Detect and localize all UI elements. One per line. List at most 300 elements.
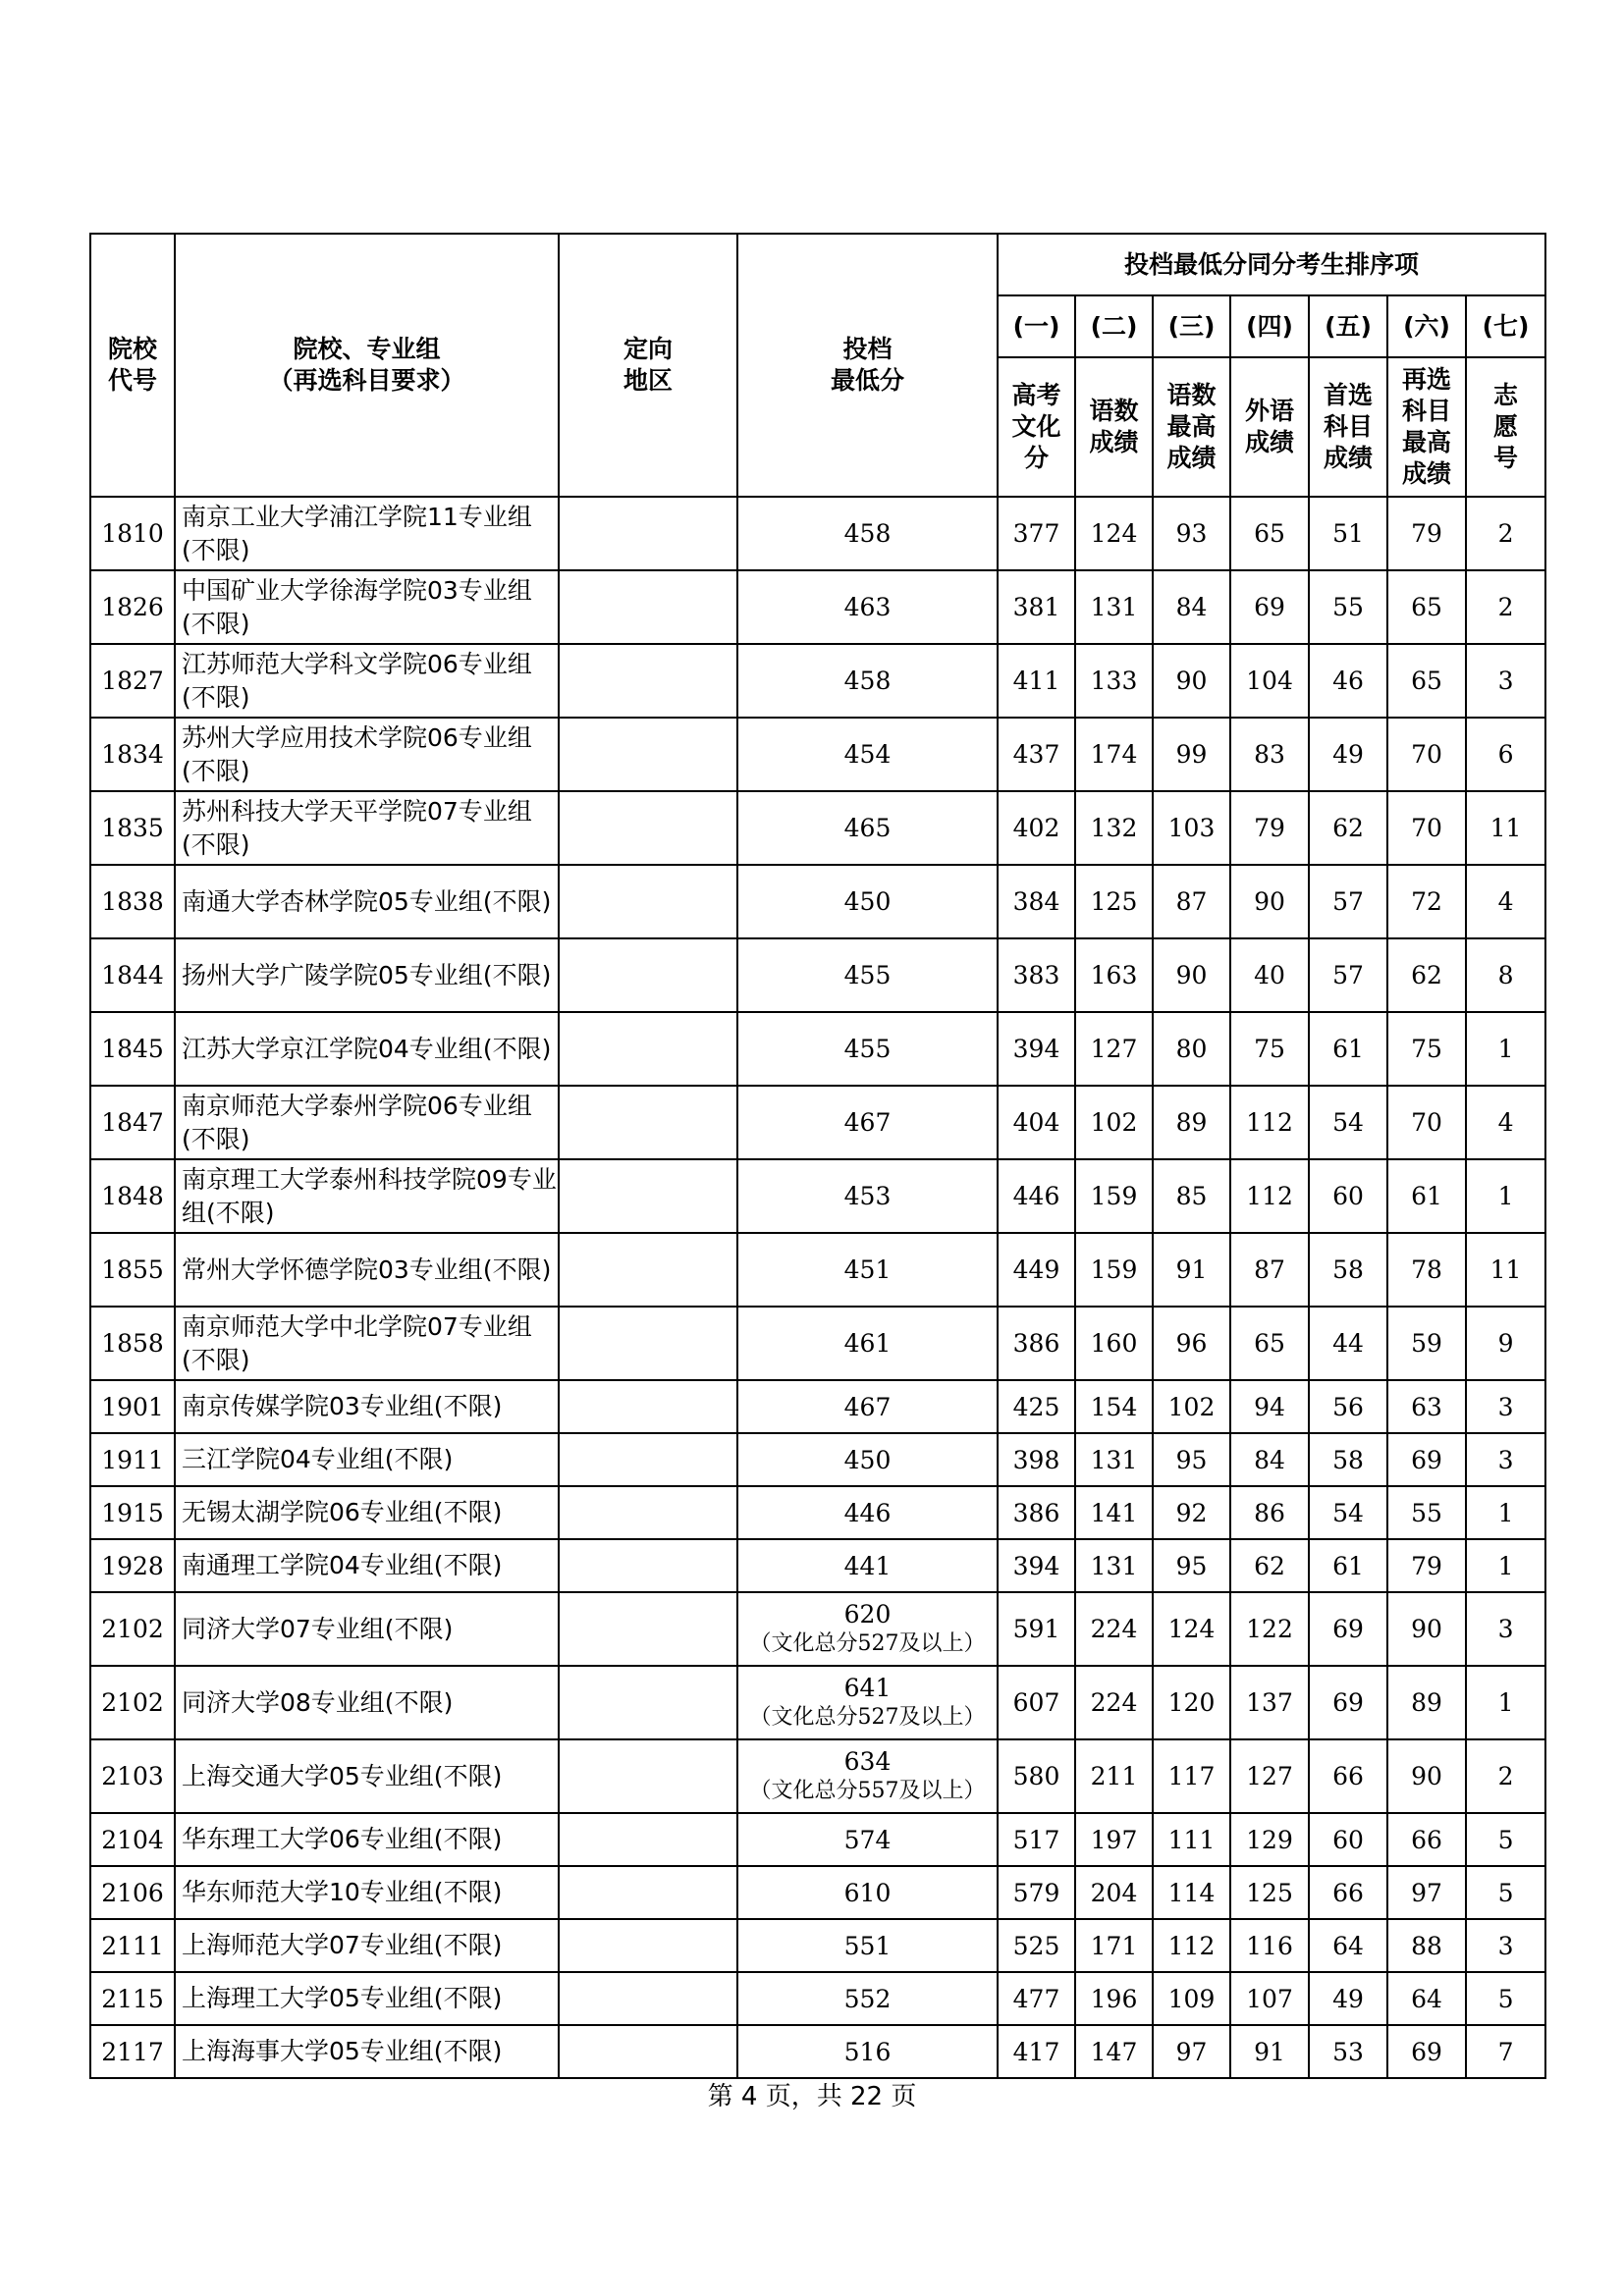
header-code-line1: 院校 [107,335,157,363]
school-code-cell: 1845 [90,1012,175,1086]
school-code-cell: 1928 [90,1539,175,1592]
min-score-value: 551 [843,1931,892,1960]
table-row [90,791,1545,865]
tiebreak-value-4: 83 [1230,718,1309,791]
school-code-cell: 1855 [90,1233,175,1307]
tiebreak-value-3: 112 [1153,1919,1230,1972]
table-row [90,865,1545,938]
tiebreak-value-2: 132 [1075,791,1153,865]
table-row [90,1666,1545,1739]
region-cell [559,1866,737,1919]
tiebreak-value-6: 89 [1387,1666,1466,1739]
header-sub-7 [1466,357,1545,497]
tiebreak-value-6: 79 [1387,497,1466,570]
school-code-cell: 2102 [90,1666,175,1739]
header-sub-1-line: 分 [1023,444,1049,472]
tiebreak-value-4: 137 [1230,1666,1309,1739]
min-score-value: 458 [843,519,892,548]
school-group-name-cell: 南通理工学院04专业组(不限) [175,1539,559,1592]
tiebreak-value-2: 159 [1075,1233,1153,1307]
school-group-name-cell: 中国矿业大学徐海学院03专业组(不限) [175,570,559,644]
tiebreak-value-3: 87 [1153,865,1230,938]
min-score-cell [737,1486,998,1539]
min-score-value: 455 [843,961,892,989]
region-cell [559,2025,737,2078]
tiebreak-value-4: 69 [1230,570,1309,644]
tiebreak-value-6: 97 [1387,1866,1466,1919]
tiebreak-value-3: 84 [1153,570,1230,644]
table-row [90,1866,1545,1919]
min-score-value: 455 [843,1035,892,1063]
tiebreak-value-6: 88 [1387,1919,1466,1972]
header-sub-4-line: 外语 [1244,397,1294,425]
table-row [90,1233,1545,1307]
min-score-cell [737,1666,998,1739]
tiebreak-value-3: 111 [1153,1813,1230,1866]
table-row [90,644,1545,718]
tiebreak-value-6: 79 [1387,1539,1466,1592]
min-score-value: 451 [843,1255,892,1284]
tiebreak-value-7: 11 [1466,1233,1545,1307]
tiebreak-value-1: 591 [998,1592,1075,1666]
tiebreak-value-7: 2 [1466,497,1545,570]
tiebreak-value-4: 107 [1230,1972,1309,2025]
tiebreak-value-4: 91 [1230,2025,1309,2078]
tiebreak-value-2: 224 [1075,1666,1153,1739]
tiebreak-value-4: 75 [1230,1012,1309,1086]
school-group-name-cell: 扬州大学广陵学院05专业组(不限) [175,938,559,1012]
tiebreak-value-1: 383 [998,938,1075,1012]
tiebreak-value-3: 103 [1153,791,1230,865]
school-group-name-cell: 三江学院04专业组(不限) [175,1433,559,1486]
tiebreak-value-2: 163 [1075,938,1153,1012]
tiebreak-value-4: 122 [1230,1592,1309,1666]
school-group-name-cell: 苏州科技大学天平学院07专业组(不限) [175,791,559,865]
min-score-cell [737,497,998,570]
header-name-line1: 院校、专业组 [293,335,441,363]
tiebreak-value-4: 127 [1230,1739,1309,1813]
min-score-value: 516 [843,2037,892,2066]
school-group-name-cell: 无锡太湖学院06专业组(不限) [175,1486,559,1539]
tiebreak-value-3: 114 [1153,1866,1230,1919]
region-cell [559,1919,737,1972]
tiebreak-value-1: 386 [998,1486,1075,1539]
tiebreak-value-2: 131 [1075,1433,1153,1486]
tiebreak-value-3: 92 [1153,1486,1230,1539]
region-cell [559,1233,737,1307]
tiebreak-value-5: 61 [1309,1539,1387,1592]
tiebreak-value-6: 70 [1387,1086,1466,1159]
tiebreak-value-2: 131 [1075,1539,1153,1592]
tiebreak-value-6: 59 [1387,1307,1466,1380]
tiebreak-value-7: 5 [1466,1866,1545,1919]
min-score-value: 634 [843,1746,892,1776]
region-cell [559,1539,737,1592]
admission-score-table [89,233,1546,2079]
tiebreak-value-4: 112 [1230,1086,1309,1159]
tiebreak-value-6: 69 [1387,1433,1466,1486]
school-code-cell: 2102 [90,1592,175,1666]
region-cell [559,718,737,791]
school-code-cell: 1834 [90,718,175,791]
header-sub-1-line: 高考 [1011,381,1061,409]
table-row [90,938,1545,1012]
header-sub-2 [1075,357,1153,497]
tiebreak-value-3: 93 [1153,497,1230,570]
tiebreak-value-2: 125 [1075,865,1153,938]
min-score-note: （文化总分527及以上） [749,1630,986,1656]
min-score-cell [737,1233,998,1307]
tiebreak-value-6: 69 [1387,2025,1466,2078]
tiebreak-value-7: 11 [1466,791,1545,865]
header-code [90,234,175,497]
table-row [90,1919,1545,1972]
tiebreak-value-5: 57 [1309,865,1387,938]
table-row [90,718,1545,791]
tiebreak-value-4: 79 [1230,791,1309,865]
tiebreak-value-5: 57 [1309,938,1387,1012]
header-sub-5-line: 成绩 [1323,444,1373,472]
table-header [90,234,1545,497]
school-group-name-cell: 南京理工大学泰州科技学院09专业组(不限) [175,1159,559,1233]
table-row [90,1380,1545,1433]
tiebreak-value-7: 3 [1466,1919,1545,1972]
tiebreak-value-7: 1 [1466,1539,1545,1592]
min-score-value: 461 [843,1329,892,1358]
min-score-value: 453 [843,1182,892,1210]
school-group-name-cell: 上海师范大学07专业组(不限) [175,1919,559,1972]
tiebreak-value-3: 80 [1153,1012,1230,1086]
tiebreak-value-2: 124 [1075,497,1153,570]
min-score-value: 552 [843,1984,892,2013]
tiebreak-value-5: 60 [1309,1813,1387,1866]
tiebreak-value-3: 85 [1153,1159,1230,1233]
table-row [90,1739,1545,1813]
min-score-cell [737,644,998,718]
school-group-name-cell: 南通大学杏林学院05专业组(不限) [175,865,559,938]
min-score-value: 450 [843,887,892,916]
tiebreak-value-3: 95 [1153,1433,1230,1486]
region-cell [559,938,737,1012]
tiebreak-value-2: 171 [1075,1919,1153,1972]
tiebreak-value-1: 417 [998,2025,1075,2078]
tiebreak-value-2: 174 [1075,718,1153,791]
region-cell [559,1486,737,1539]
school-code-cell: 2111 [90,1919,175,1972]
tiebreak-value-7: 2 [1466,570,1545,644]
tiebreak-value-1: 394 [998,1012,1075,1086]
header-sub-4-line: 成绩 [1244,428,1294,456]
min-score-cell [737,791,998,865]
school-code-cell: 1835 [90,791,175,865]
tiebreak-value-1: 384 [998,865,1075,938]
tiebreak-value-6: 70 [1387,718,1466,791]
tiebreak-value-6: 64 [1387,1972,1466,2025]
tiebreak-value-3: 90 [1153,644,1230,718]
min-score-cell [737,718,998,791]
min-score-cell [737,865,998,938]
tiebreak-value-4: 40 [1230,938,1309,1012]
tiebreak-value-2: 141 [1075,1486,1153,1539]
tiebreak-value-4: 65 [1230,1307,1309,1380]
tiebreak-value-6: 55 [1387,1486,1466,1539]
tiebreak-value-5: 64 [1309,1919,1387,1972]
tiebreak-value-7: 1 [1466,1486,1545,1539]
header-sub-7-line: 愿 [1493,412,1519,441]
tiebreak-value-3: 90 [1153,938,1230,1012]
region-cell [559,1433,737,1486]
min-score-cell [737,1866,998,1919]
header-sub-7-line: 号 [1493,444,1519,472]
tiebreak-value-5: 44 [1309,1307,1387,1380]
tiebreak-value-3: 120 [1153,1666,1230,1739]
header-sub-5 [1309,357,1387,497]
tiebreak-value-4: 94 [1230,1380,1309,1433]
school-code-cell: 1844 [90,938,175,1012]
min-score-value: 454 [843,740,892,769]
table-row [90,1592,1545,1666]
tiebreak-value-1: 404 [998,1086,1075,1159]
tiebreak-value-6: 90 [1387,1592,1466,1666]
header-sub-2-line: 成绩 [1089,428,1139,456]
table-row [90,1012,1545,1086]
school-code-cell: 1911 [90,1433,175,1486]
school-code-cell: 2104 [90,1813,175,1866]
header-sub-4 [1230,357,1309,497]
header-sub-6-line: 成绩 [1401,459,1451,488]
header-sub-6-line: 再选 [1401,365,1451,394]
tiebreak-value-1: 377 [998,497,1075,570]
table-row [90,1972,1545,2025]
school-group-name-cell: 华东师范大学10专业组(不限) [175,1866,559,1919]
tiebreak-value-4: 104 [1230,644,1309,718]
table-row [90,1813,1545,1866]
page-footer: 第 4 页，共 22 页 [707,2082,917,2111]
header-sub-3-line: 最高 [1166,412,1217,441]
tiebreak-value-1: 446 [998,1159,1075,1233]
min-score-value: 620 [843,1599,892,1629]
header-name-line2: （再选科目要求） [268,366,465,395]
region-cell [559,1380,737,1433]
table-row [90,1486,1545,1539]
tiebreak-value-1: 517 [998,1813,1075,1866]
region-cell [559,1012,737,1086]
tiebreak-value-1: 398 [998,1433,1075,1486]
school-group-name-cell: 上海交通大学05专业组(不限) [175,1739,559,1813]
tiebreak-value-1: 411 [998,644,1075,718]
school-group-name-cell: 南京工业大学浦江学院11专业组(不限) [175,497,559,570]
header-tiebreak-group: 投档最低分同分考生排序项 [998,234,1545,295]
header-sub-1 [998,357,1075,497]
school-code-cell: 2115 [90,1972,175,2025]
tiebreak-value-5: 58 [1309,1433,1387,1486]
tiebreak-value-7: 9 [1466,1307,1545,1380]
tiebreak-value-7: 1 [1466,1666,1545,1739]
tiebreak-value-2: 211 [1075,1739,1153,1813]
school-code-cell: 1858 [90,1307,175,1380]
tiebreak-value-7: 8 [1466,938,1545,1012]
tiebreak-value-2: 196 [1075,1972,1153,2025]
min-score-cell [737,1739,998,1813]
header-sub-6-line: 最高 [1401,428,1451,456]
tiebreak-value-4: 65 [1230,497,1309,570]
header-order-7: (七) [1466,295,1545,357]
school-code-cell: 2117 [90,2025,175,2078]
tiebreak-value-1: 607 [998,1666,1075,1739]
region-cell [559,791,737,865]
table-row [90,1159,1545,1233]
min-score-value: 450 [843,1445,892,1474]
school-code-cell: 1848 [90,1159,175,1233]
min-score-cell [737,1433,998,1486]
header-order-5: (五) [1309,295,1387,357]
tiebreak-value-2: 224 [1075,1592,1153,1666]
school-code-cell: 1901 [90,1380,175,1433]
tiebreak-value-3: 124 [1153,1592,1230,1666]
region-cell [559,1592,737,1666]
min-score-value: 458 [843,667,892,695]
min-score-cell [737,1012,998,1086]
min-score-cell [737,1919,998,1972]
school-group-name-cell: 苏州大学应用技术学院06专业组(不限) [175,718,559,791]
tiebreak-value-5: 46 [1309,644,1387,718]
min-score-cell [737,1813,998,1866]
header-sub-6 [1387,357,1466,497]
tiebreak-value-7: 3 [1466,1433,1545,1486]
header-min-score [737,234,998,497]
school-group-name-cell: 江苏师范大学科文学院06专业组(不限) [175,644,559,718]
min-score-note: （文化总分527及以上） [749,1704,986,1730]
tiebreak-value-7: 1 [1466,1012,1545,1086]
min-score-cell [737,1592,998,1666]
tiebreak-value-5: 69 [1309,1592,1387,1666]
tiebreak-value-2: 102 [1075,1086,1153,1159]
tiebreak-value-7: 2 [1466,1739,1545,1813]
min-score-cell [737,1086,998,1159]
region-cell [559,497,737,570]
min-score-value: 441 [843,1551,892,1580]
tiebreak-value-2: 160 [1075,1307,1153,1380]
tiebreak-value-5: 56 [1309,1380,1387,1433]
tiebreak-value-4: 87 [1230,1233,1309,1307]
table-row [90,1433,1545,1486]
tiebreak-value-5: 60 [1309,1159,1387,1233]
school-group-name-cell: 华东理工大学06专业组(不限) [175,1813,559,1866]
header-sub-1-line: 文化 [1011,412,1061,441]
tiebreak-value-5: 66 [1309,1866,1387,1919]
tiebreak-value-6: 70 [1387,791,1466,865]
tiebreak-value-6: 62 [1387,938,1466,1012]
tiebreak-value-2: 131 [1075,570,1153,644]
header-code-line2: 代号 [107,366,157,395]
tiebreak-value-5: 54 [1309,1486,1387,1539]
tiebreak-value-7: 4 [1466,865,1545,938]
tiebreak-value-6: 65 [1387,644,1466,718]
school-code-cell: 2103 [90,1739,175,1813]
tiebreak-value-5: 62 [1309,791,1387,865]
tiebreak-value-7: 5 [1466,1813,1545,1866]
min-score-cell [737,1159,998,1233]
tiebreak-value-3: 91 [1153,1233,1230,1307]
school-group-name-cell: 南京师范大学泰州学院06专业组(不限) [175,1086,559,1159]
min-score-cell [737,2025,998,2078]
school-group-name-cell: 上海理工大学05专业组(不限) [175,1972,559,2025]
tiebreak-value-4: 90 [1230,865,1309,938]
header-region [559,234,737,497]
tiebreak-value-1: 449 [998,1233,1075,1307]
tiebreak-value-6: 78 [1387,1233,1466,1307]
min-score-value: 574 [843,1825,892,1854]
tiebreak-value-7: 3 [1466,644,1545,718]
header-region-line2: 地区 [623,366,673,395]
tiebreak-value-5: 55 [1309,570,1387,644]
region-cell [559,570,737,644]
tiebreak-value-3: 99 [1153,718,1230,791]
tiebreak-value-1: 381 [998,570,1075,644]
tiebreak-value-4: 116 [1230,1919,1309,1972]
min-score-cell [737,1380,998,1433]
tiebreak-value-4: 86 [1230,1486,1309,1539]
school-code-cell: 1847 [90,1086,175,1159]
school-group-name-cell: 上海海事大学05专业组(不限) [175,2025,559,2078]
table-row [90,1307,1545,1380]
header-order-6: (六) [1387,295,1466,357]
tiebreak-value-1: 477 [998,1972,1075,2025]
tiebreak-value-2: 133 [1075,644,1153,718]
tiebreak-value-7: 3 [1466,1592,1545,1666]
tiebreak-value-3: 89 [1153,1086,1230,1159]
school-code-cell: 2106 [90,1866,175,1919]
header-sub-7-line: 志 [1493,381,1519,409]
tiebreak-value-4: 84 [1230,1433,1309,1486]
min-score-cell [737,938,998,1012]
region-cell [559,1086,737,1159]
min-score-cell [737,1307,998,1380]
tiebreak-value-6: 63 [1387,1380,1466,1433]
table-row [90,2025,1545,2078]
tiebreak-value-6: 61 [1387,1159,1466,1233]
tiebreak-value-5: 49 [1309,718,1387,791]
tiebreak-value-5: 69 [1309,1666,1387,1739]
tiebreak-value-4: 112 [1230,1159,1309,1233]
region-cell [559,1307,737,1380]
header-sub-3 [1153,357,1230,497]
tiebreak-value-5: 66 [1309,1739,1387,1813]
tiebreak-value-5: 51 [1309,497,1387,570]
school-code-cell: 1838 [90,865,175,938]
min-score-value: 641 [843,1673,892,1702]
tiebreak-value-7: 5 [1466,1972,1545,2025]
min-score-value: 467 [843,1392,892,1421]
min-score-value: 465 [843,814,892,842]
tiebreak-value-7: 6 [1466,718,1545,791]
tiebreak-value-1: 425 [998,1380,1075,1433]
min-score-value: 610 [843,1878,892,1907]
tiebreak-value-4: 129 [1230,1813,1309,1866]
table-body [90,497,1545,2078]
school-code-cell: 1915 [90,1486,175,1539]
min-score-value: 463 [843,593,892,621]
tiebreak-value-7: 3 [1466,1380,1545,1433]
tiebreak-value-5: 49 [1309,1972,1387,2025]
tiebreak-value-3: 95 [1153,1539,1230,1592]
school-group-name-cell: 南京师范大学中北学院07专业组(不限) [175,1307,559,1380]
header-sub-5-line: 首选 [1323,381,1373,409]
tiebreak-value-6: 65 [1387,570,1466,644]
tiebreak-value-2: 154 [1075,1380,1153,1433]
table-row [90,1086,1545,1159]
header-region-line1: 定向 [623,335,673,363]
